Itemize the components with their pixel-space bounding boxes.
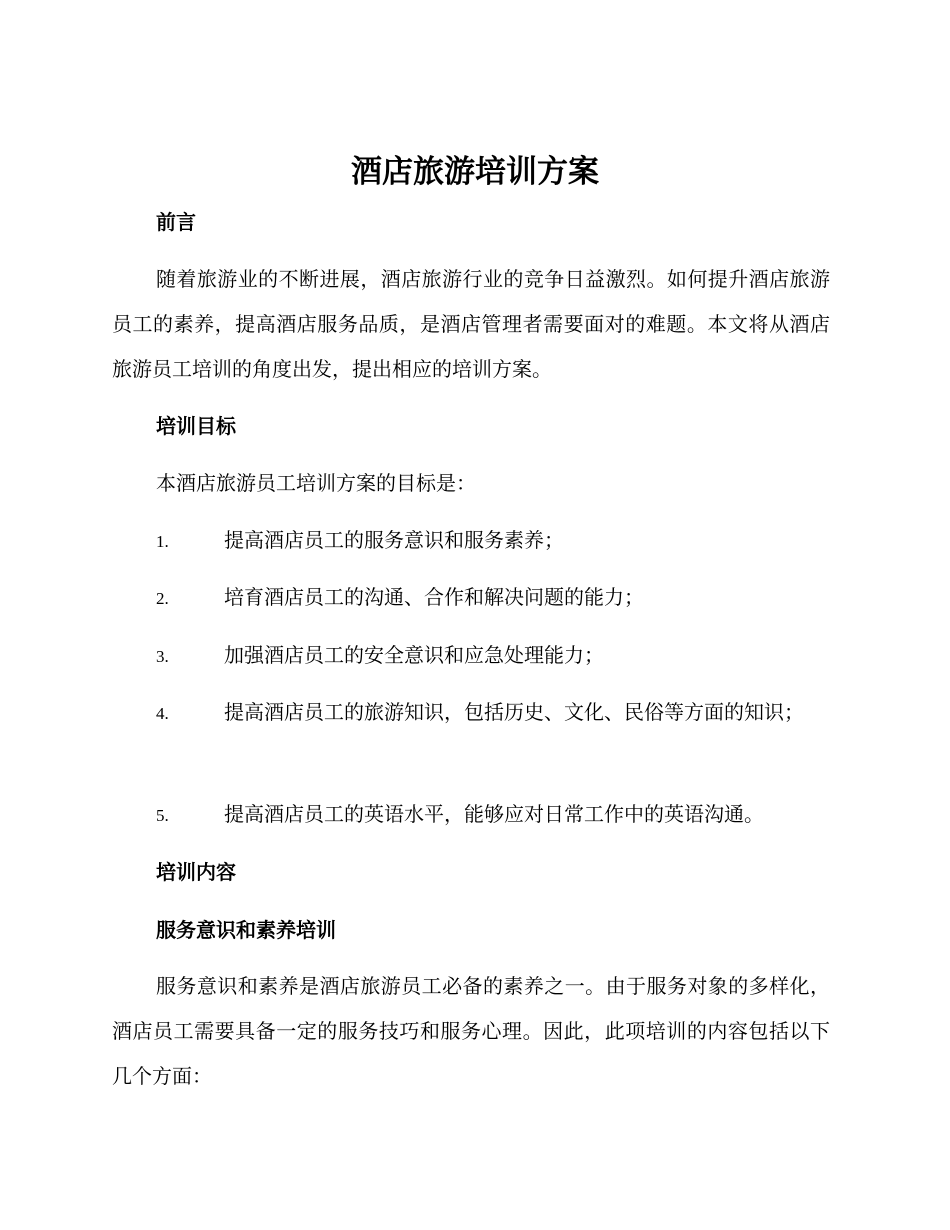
list-number: 4. xyxy=(156,704,169,723)
list-text: 提高酒店员工的服务意识和服务素养； xyxy=(224,528,564,552)
list-item xyxy=(112,518,830,564)
list-text: 提高酒店员工的英语水平，能够应对日常工作中的英语沟通。 xyxy=(224,802,764,826)
list-item xyxy=(112,792,830,838)
service-paragraph: 服务意识和素养是酒店旅游员工必备的素养之一。由于服务对象的多样化，酒店员工需要具备一定的服务技巧和服务心理。因此，此项培训的内容包括以下几个方面： xyxy=(112,974,830,1088)
list-text: 加强酒店员工的安全意识和应急处理能力； xyxy=(224,643,604,667)
service-heading: 服务意识和素养培训 xyxy=(156,918,336,942)
list-number: 1. xyxy=(156,532,169,551)
list-item xyxy=(112,575,830,621)
goals-heading: 培训目标 xyxy=(156,414,236,438)
list-number: 3. xyxy=(156,647,169,666)
content-heading: 培训内容 xyxy=(156,860,236,884)
list-item xyxy=(112,633,830,679)
document-title: 酒店旅游培训方案 xyxy=(351,154,599,190)
goals-intro: 本酒店旅游员工培训方案的目标是： xyxy=(156,471,476,495)
list-text: 提高酒店员工的旅游知识，包括历史、文化、民俗等方面的知识； xyxy=(224,700,804,724)
preface-heading: 前言 xyxy=(156,210,196,234)
preface-paragraph: 随着旅游业的不断进展，酒店旅游行业的竞争日益激烈。如何提升酒店旅游员工的素养，提高酒店服务品质，是酒店管理者需要面对的难题。本文将从酒店旅游员工培训的角度出发，提出相应的培训方案。 xyxy=(112,267,830,381)
list-text: 培育酒店员工的沟通、合作和解决问题的能力； xyxy=(224,585,644,609)
list-number: 2. xyxy=(156,589,169,608)
list-number: 5. xyxy=(156,806,169,825)
list-item xyxy=(112,690,830,736)
